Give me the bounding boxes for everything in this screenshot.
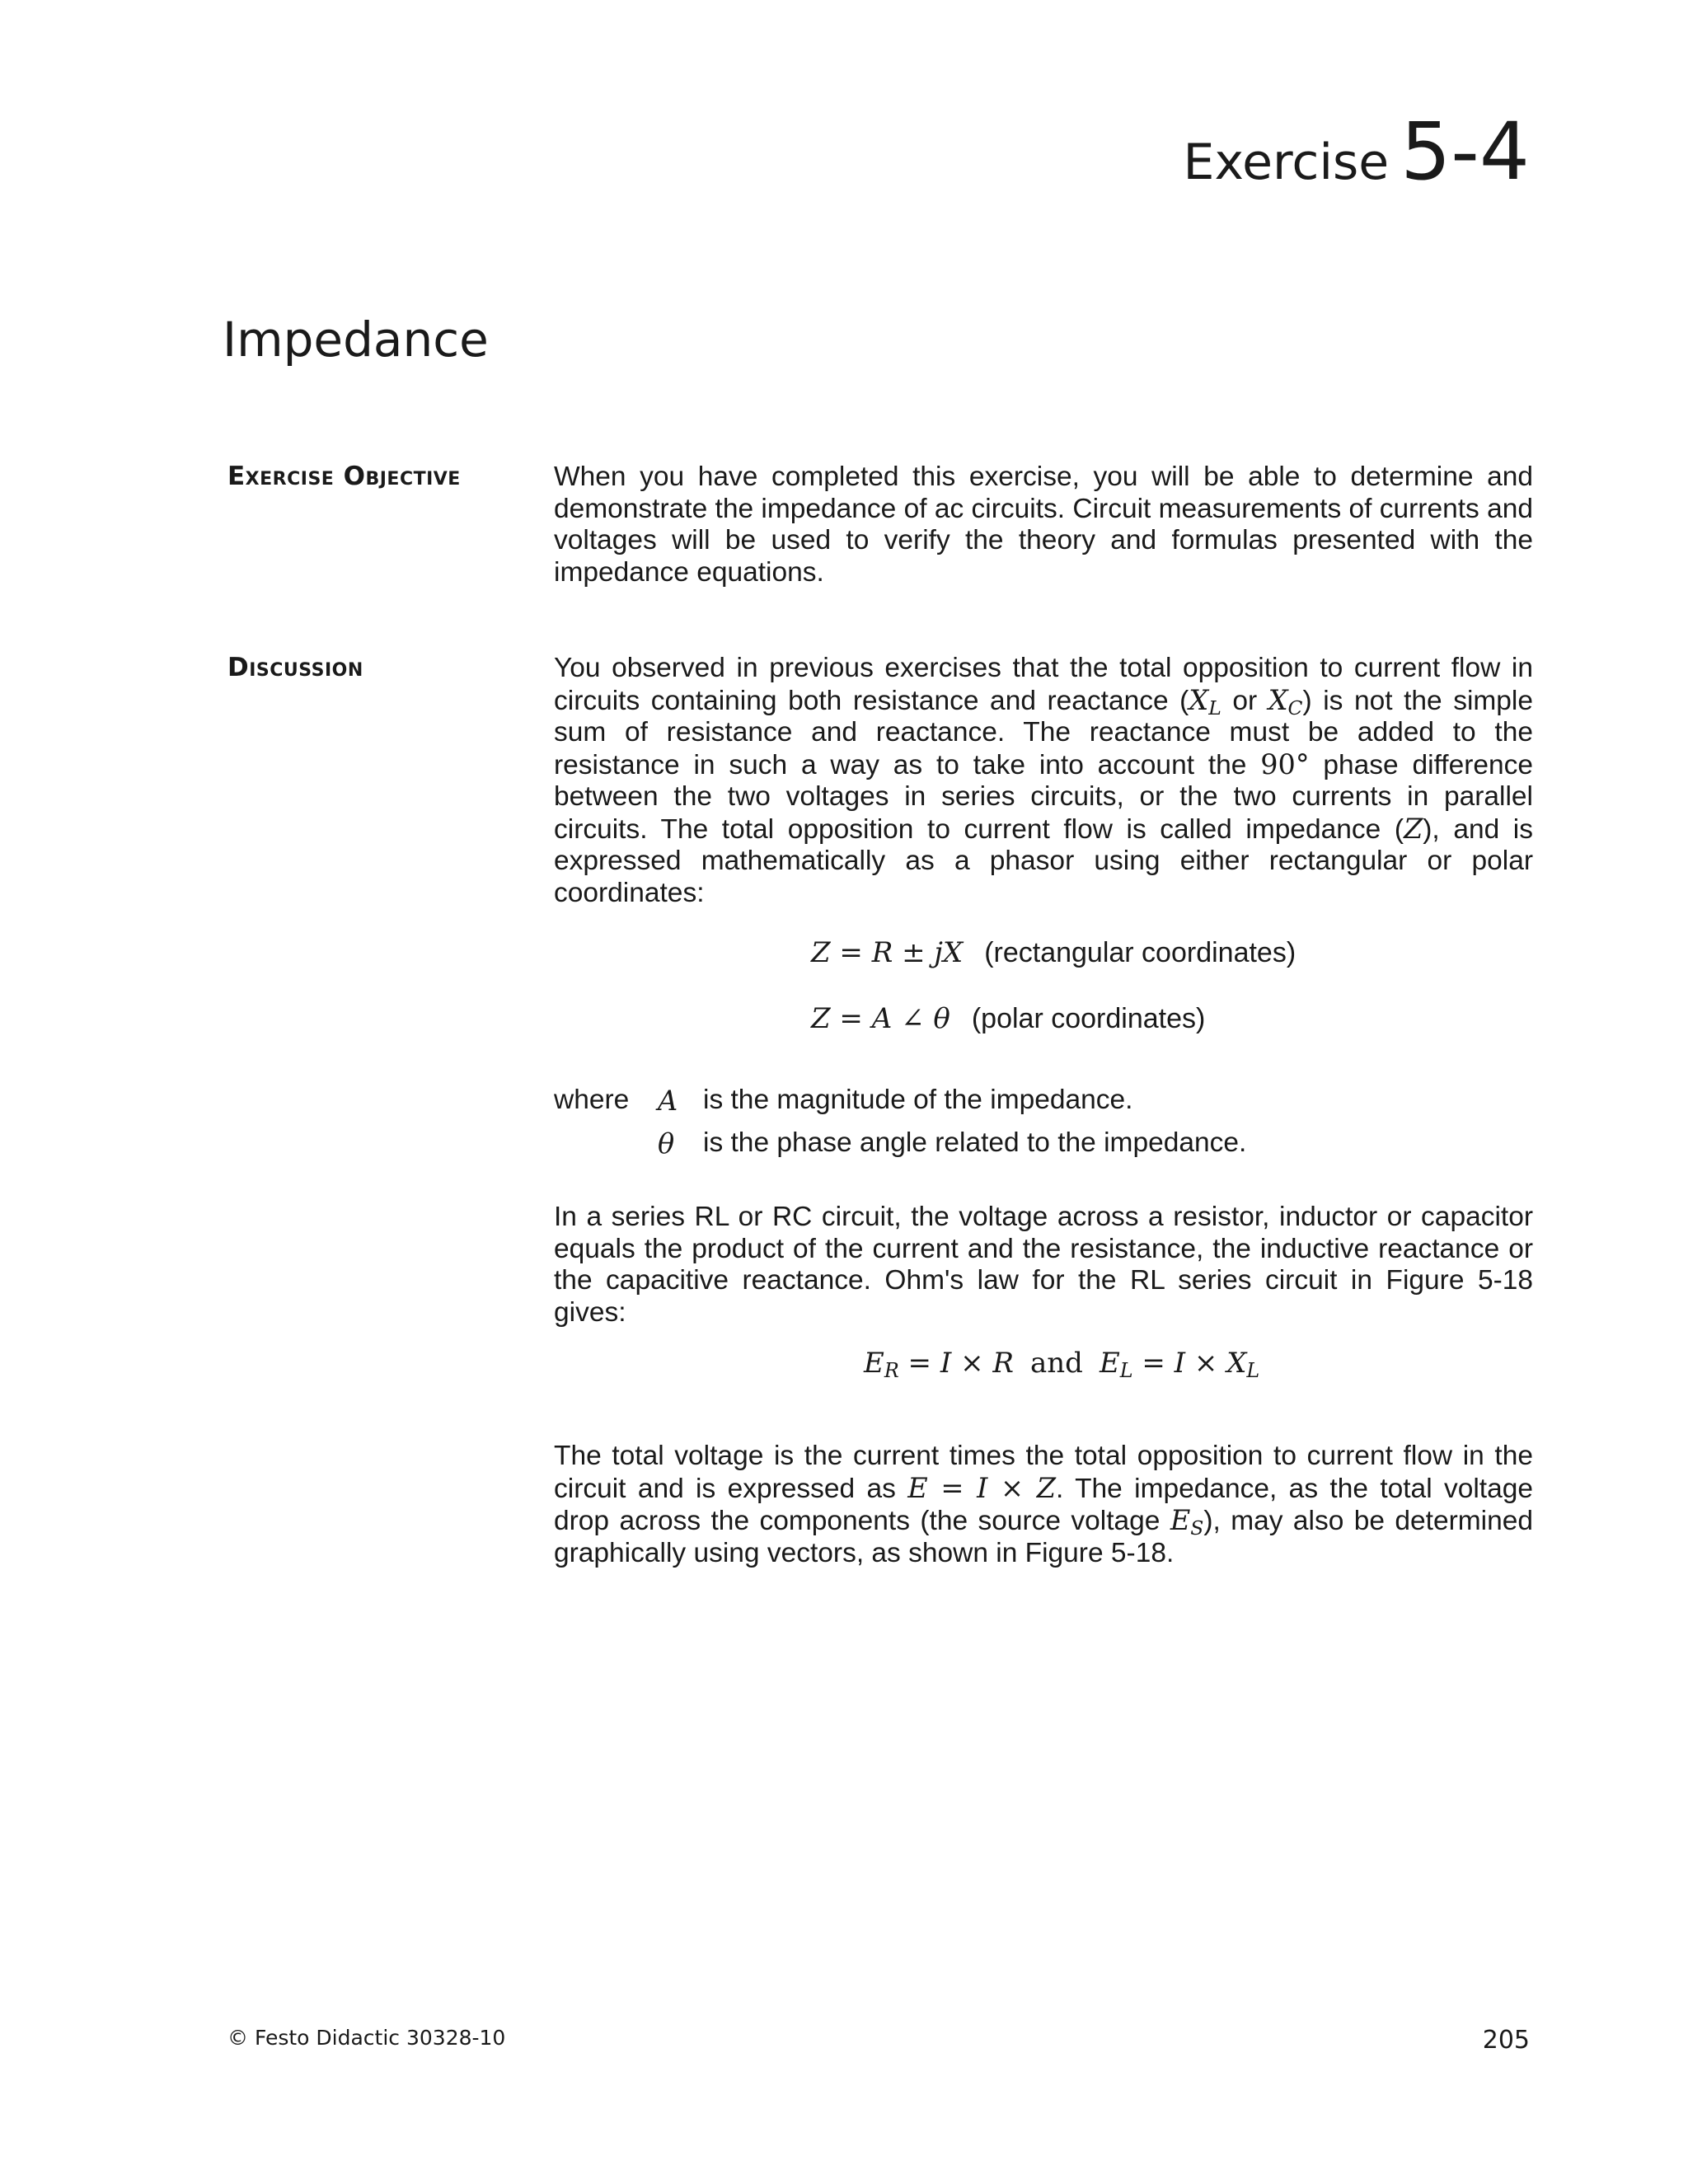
equation-and-word: and	[1030, 1347, 1083, 1380]
discussion-text-part: The total voltage is the current times the total opposition to current flow in the circuit and is expressed as	[554, 1441, 1533, 1504]
xl-symbol: $X_L$	[1189, 683, 1221, 719]
ninety-degrees: 90°	[1260, 748, 1310, 780]
discussion-paragraph-1	[554, 653, 1533, 909]
equation-polar-note: (polar coordinates)	[971, 1003, 1206, 1034]
discussion-label: Discussion	[227, 653, 363, 682]
equation-rectangular	[811, 936, 1296, 969]
discussion-text-part: ), may also be determined graphically using vectors, as shown in Figure 5-18.	[554, 1506, 1533, 1568]
discussion-paragraph-3	[554, 1441, 1533, 1569]
z-symbol: Z	[1404, 812, 1423, 845]
exercise-word: Exercise	[1183, 134, 1390, 191]
page-title: Impedance	[223, 312, 489, 368]
xc-symbol: $X_C$	[1268, 683, 1303, 719]
where-description: is the magnitude of the impedance.	[703, 1085, 1133, 1115]
discussion-paragraph-2: In a series RL or RC circuit, the voltage across a resistor, inductor or capacitor equals the product of the current and the resistance, the inductive reactance or the capacitive reactance. Ohm's law for the RL series circuit in Figure 5-18 gives:	[554, 1202, 1533, 1328]
equation-el: $E_L = I \times X_L$	[1099, 1347, 1260, 1382]
equation-rectangular-formula: Z = R ± jX	[811, 936, 964, 969]
where-description: is the phase angle related to the impedance.	[703, 1127, 1247, 1158]
equation-polar	[811, 1002, 1205, 1035]
objective-text: When you have completed this exercise, you will be able to determine and demonstrate the impedance of ac circuits. Circuit measurements of currents and voltages will be used to verify the theory and formulas presented with the impedance equations.	[554, 462, 1533, 588]
where-symbol: θ	[658, 1127, 675, 1160]
equation-inline-total: E = I × Z	[907, 1471, 1057, 1504]
equation-ohms-law	[864, 1347, 1259, 1380]
objective-label: Exercise Objective	[227, 462, 461, 491]
discussion-text-part: ), and is expressed mathematically as a phasor using either rectangular or polar coordinates:	[554, 813, 1533, 908]
page-number: 205	[1482, 2026, 1530, 2055]
where-row	[0, 1127, 1688, 1160]
discussion-text-part: ) is not the simple sum of resistance and reactance. The reactance must be added to the resistance in such a way as to take into account the	[554, 685, 1533, 780]
exercise-heading	[1184, 105, 1530, 198]
where-symbol: A	[658, 1085, 678, 1117]
discussion-text-part: You observed in previous exercises that the total opposition to current flow in circuits containing both resistance and reactance (	[554, 653, 1533, 716]
discussion-text-part: . The impedance, as the total voltage drop across the components (the source voltage	[554, 1473, 1533, 1536]
equation-polar-formula: Z = A ∠ θ	[811, 1002, 950, 1035]
where-word: where	[554, 1085, 630, 1115]
equation-rectangular-note: (rectangular coordinates)	[984, 937, 1296, 968]
exercise-number: 5-4	[1400, 105, 1530, 198]
discussion-text-part: phase difference between the two voltages in series circuits, or the two currents in parallel circuits. The total opposition to current flow is called impedance (	[554, 749, 1534, 845]
where-row	[0, 1085, 1688, 1118]
footer-copyright: © Festo Didactic 30328-10	[227, 2026, 506, 2050]
equation-er: $E_R = I \times R$	[864, 1347, 1014, 1382]
es-symbol: $E_S$	[1170, 1504, 1204, 1540]
discussion-text-part: or	[1221, 685, 1268, 716]
